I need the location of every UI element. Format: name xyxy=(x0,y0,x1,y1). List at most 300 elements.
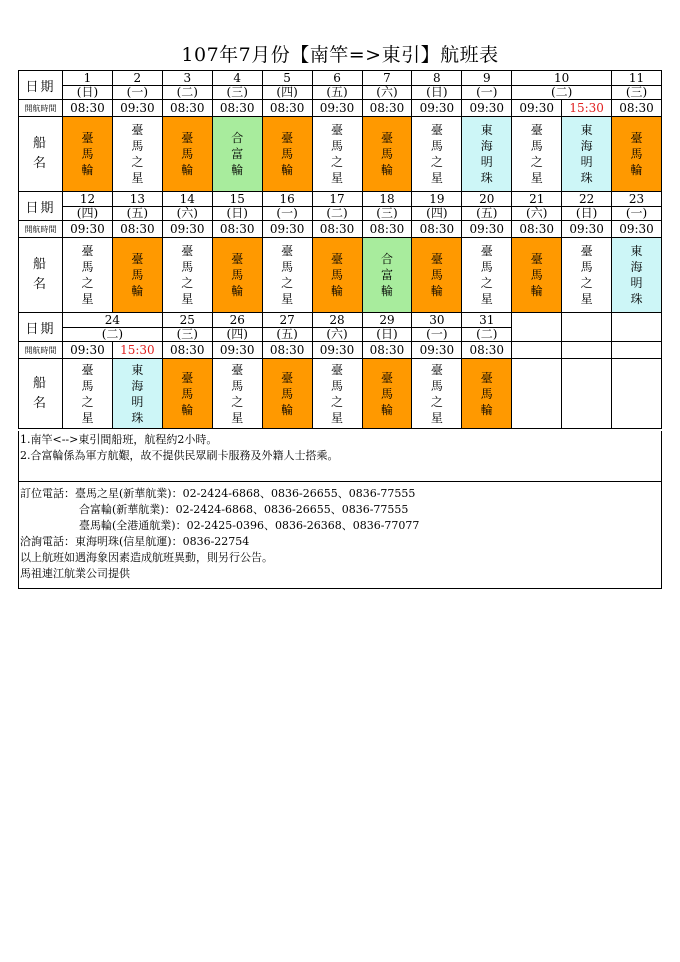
ship-name-char: 輪 xyxy=(430,284,443,298)
departure-time: 09:30 xyxy=(462,221,512,238)
ship-name-char: 臺 xyxy=(81,131,94,145)
day-number: 30 xyxy=(429,313,445,327)
weekday: (六) xyxy=(512,206,561,220)
ship-name-char: 馬 xyxy=(331,378,344,393)
ship-name-char: 合 xyxy=(231,131,244,145)
date-cell xyxy=(213,71,263,100)
ship-cell xyxy=(412,117,462,192)
ship-name-char: 明 xyxy=(480,155,493,169)
ship-cell xyxy=(63,238,113,313)
departure-time: 09:30 xyxy=(512,100,562,117)
ship-name-char: 星 xyxy=(430,410,443,425)
weekday: (一) xyxy=(263,206,312,220)
date-cell xyxy=(363,71,413,100)
day-number: 21 xyxy=(529,192,545,206)
empty-cell xyxy=(612,359,662,429)
departure-time: 08:30 xyxy=(412,221,462,238)
ship-name-char: 輪 xyxy=(480,402,493,417)
page-title: 107年7月份【南竿=>東引】航班表 xyxy=(181,44,499,66)
ship-name-char: 之 xyxy=(331,155,344,169)
departure-time: 09:30 xyxy=(213,342,263,359)
ship-name-char: 臺 xyxy=(380,370,393,385)
ship-name-char: 輪 xyxy=(530,284,543,298)
ship-cell xyxy=(612,117,662,192)
weekday: (五) xyxy=(263,327,312,341)
departure-time: 09:30 xyxy=(263,221,313,238)
weekday: (六) xyxy=(163,206,212,220)
day-number: 4 xyxy=(233,71,242,85)
empty-cell xyxy=(512,359,562,429)
ship-label-char: 名 xyxy=(32,395,48,411)
ship-name-char: 星 xyxy=(430,171,443,185)
ship-name-char: 輪 xyxy=(630,163,643,177)
weekday: (日) xyxy=(412,85,461,99)
ship-cell xyxy=(113,238,163,313)
day-number: 3 xyxy=(183,71,192,85)
ship-name-char: 珠 xyxy=(580,171,593,185)
day-number: 16 xyxy=(279,192,295,206)
day-number: 9 xyxy=(482,71,491,85)
day-number: 22 xyxy=(578,192,595,206)
ship-cell xyxy=(163,117,213,192)
ship-name-char: 馬 xyxy=(380,386,393,401)
ship-name-char: 馬 xyxy=(331,268,344,282)
ship-cell xyxy=(163,359,213,429)
ship-cell xyxy=(163,238,213,313)
ship-name-char: 馬 xyxy=(630,147,643,161)
day-number: 26 xyxy=(229,313,245,327)
ship-name-char: 輪 xyxy=(81,163,94,177)
ship-name-char: 輪 xyxy=(380,163,393,177)
ship-cell xyxy=(612,238,662,313)
day-number: 2 xyxy=(133,71,142,85)
note-line: 2.合富輪係為軍方航艱，故不提供民眾刷卡服務及外籍人士搭乘。 xyxy=(20,449,339,462)
day-number: 8 xyxy=(433,71,441,85)
ship-name-char: 之 xyxy=(231,394,244,409)
ship-cell xyxy=(562,238,612,313)
departure-time: 09:30 xyxy=(412,100,462,117)
weekday: (三) xyxy=(612,85,661,99)
date-cell xyxy=(113,192,163,221)
ship-name-char: 馬 xyxy=(430,268,443,282)
weekday: (二) xyxy=(63,327,162,341)
day-number: 20 xyxy=(479,192,495,206)
ship-label-char: 船 xyxy=(32,136,48,151)
ship-cell xyxy=(462,238,512,313)
ship-name-char: 之 xyxy=(81,394,94,409)
ship-name-char: 星 xyxy=(580,292,593,306)
ship-name-char: 星 xyxy=(480,292,493,306)
ship-name-char: 馬 xyxy=(131,139,144,153)
ship-name-char: 珠 xyxy=(131,410,144,425)
ship-label xyxy=(19,117,63,192)
schedule-table xyxy=(18,70,662,429)
ship-cell xyxy=(412,359,462,429)
ship-name-char: 臺 xyxy=(81,244,94,258)
departure-time: 08:30 xyxy=(512,221,562,238)
time-label: 開航時間 xyxy=(19,100,63,117)
ship-name-char: 馬 xyxy=(480,260,493,274)
time-label: 開航時間 xyxy=(19,342,63,359)
departure-time: 08:30 xyxy=(612,100,662,117)
ship-name-char: 臺 xyxy=(580,244,593,258)
ship-name-char: 輪 xyxy=(281,402,294,417)
ship-name-char: 之 xyxy=(81,276,94,290)
ship-name-char: 馬 xyxy=(480,386,493,401)
ship-name-char: 臺 xyxy=(480,370,493,385)
contact-line: 合富輪(新華航業)：02-2424-6868、0836-26655、0836-77555 xyxy=(79,503,409,516)
departure-time: 09:30 xyxy=(63,342,113,359)
ship-name-char: 臺 xyxy=(231,252,244,266)
ship-name-char: 星 xyxy=(231,410,244,425)
day-number: 6 xyxy=(333,71,341,85)
date-cell xyxy=(363,192,413,221)
day-number: 13 xyxy=(129,192,145,206)
ship-label xyxy=(19,238,63,313)
ship-cell xyxy=(412,238,462,313)
date-cell xyxy=(363,313,413,342)
day-number: 23 xyxy=(628,192,645,206)
empty-cell xyxy=(512,342,562,359)
day-number: 10 xyxy=(554,71,570,85)
departure-time: 08:30 xyxy=(363,221,413,238)
ship-name-char: 臺 xyxy=(231,362,244,377)
weekday: (日) xyxy=(363,327,412,341)
ship-name-char: 輪 xyxy=(281,163,294,177)
departure-time: 08:30 xyxy=(462,342,512,359)
ship-name-char: 之 xyxy=(131,155,144,169)
ship-name-char: 臺 xyxy=(430,252,443,266)
ship-name-char: 馬 xyxy=(281,260,294,274)
weekday: (五) xyxy=(462,206,511,220)
empty-cell xyxy=(612,342,662,359)
ship-name-char: 之 xyxy=(530,155,543,169)
departure-time: 09:30 xyxy=(462,100,512,117)
ship-name-char: 馬 xyxy=(281,147,294,161)
contact-line: 臺馬輪(全港通航業)：02-2425-0396、0836-26368、0836-77077 xyxy=(79,519,420,532)
date-cell xyxy=(163,71,213,100)
departure-time: 08:30 xyxy=(263,100,313,117)
ship-name-char: 之 xyxy=(181,276,194,290)
date-label: 日期 xyxy=(19,313,63,342)
ship-name-char: 合 xyxy=(380,252,393,266)
ship-cell xyxy=(263,359,313,429)
ship-name-char: 馬 xyxy=(81,147,94,161)
weekday: (四) xyxy=(263,85,312,99)
date-cell xyxy=(213,313,263,342)
empty-cell xyxy=(512,313,562,342)
ship-name-char: 富 xyxy=(380,268,393,282)
ship-cell xyxy=(363,117,413,192)
date-cell xyxy=(263,71,313,100)
ship-name-char: 之 xyxy=(580,276,593,290)
weekday: (四) xyxy=(412,206,461,220)
departure-time: 08:30 xyxy=(163,100,213,117)
ship-name-char: 星 xyxy=(81,292,94,306)
weekday: (三) xyxy=(213,85,262,99)
weekday: (一) xyxy=(612,206,661,220)
date-cell xyxy=(63,313,163,342)
day-number: 15 xyxy=(229,192,245,206)
date-label: 日期 xyxy=(19,192,63,221)
ship-label xyxy=(19,359,63,429)
date-cell xyxy=(612,71,662,100)
ship-cell xyxy=(512,238,562,313)
departure-time: 08:30 xyxy=(113,221,163,238)
weekday: (二) xyxy=(313,206,362,220)
week-block xyxy=(18,192,662,313)
ship-name-char: 臺 xyxy=(480,244,493,258)
ship-cell xyxy=(63,117,113,192)
ship-name-char: 臺 xyxy=(380,131,393,145)
date-cell xyxy=(412,192,462,221)
weekday: (日) xyxy=(63,85,112,99)
day-number: 31 xyxy=(479,313,495,327)
departure-time: 09:30 xyxy=(612,221,662,238)
ship-name-char: 馬 xyxy=(430,378,443,393)
ship-label-char: 名 xyxy=(32,277,48,292)
date-cell xyxy=(213,192,263,221)
weekday: (一) xyxy=(113,85,162,99)
ship-name-char: 明 xyxy=(131,394,144,409)
ship-cell xyxy=(462,359,512,429)
date-cell xyxy=(462,71,512,100)
day-number: 29 xyxy=(379,313,395,327)
ship-cell xyxy=(213,359,263,429)
date-cell xyxy=(263,313,313,342)
departure-time: 09:30 xyxy=(113,100,163,117)
ship-name-char: 馬 xyxy=(331,139,344,153)
weekday: (一) xyxy=(462,85,511,99)
ship-cell xyxy=(313,359,363,429)
ship-name-char: 臺 xyxy=(281,244,294,258)
ship-name-char: 臺 xyxy=(181,131,194,145)
date-cell xyxy=(163,313,213,342)
ship-name-char: 輪 xyxy=(231,284,244,298)
departure-time: 15:30 xyxy=(562,100,612,117)
ship-name-char: 星 xyxy=(281,292,294,306)
ship-name-char: 輪 xyxy=(380,284,393,298)
departure-time: 09:30 xyxy=(412,342,462,359)
date-cell xyxy=(63,71,113,100)
ship-cell xyxy=(512,117,562,192)
departure-time: 09:30 xyxy=(313,342,363,359)
day-number: 11 xyxy=(628,71,645,85)
departure-time: 08:30 xyxy=(213,100,263,117)
ship-name-char: 臺 xyxy=(430,362,443,377)
ship-name-char: 馬 xyxy=(231,268,244,282)
weekday: (二) xyxy=(462,327,511,341)
note-line: 1.南竿<-->東引間船班，航程約2小時。 xyxy=(20,433,218,446)
ship-name-char: 臺 xyxy=(131,123,144,137)
ship-name-char: 明 xyxy=(630,276,643,290)
ship-name-char: 海 xyxy=(131,378,144,393)
ship-cell xyxy=(263,117,313,192)
time-label: 開航時間 xyxy=(19,221,63,238)
departure-time: 08:30 xyxy=(363,342,413,359)
weekday: (日) xyxy=(213,206,262,220)
empty-cell xyxy=(562,313,612,342)
ship-name-char: 臺 xyxy=(630,131,643,145)
ship-name-char: 馬 xyxy=(380,147,393,161)
week-block xyxy=(18,313,662,429)
ship-name-char: 馬 xyxy=(81,260,94,274)
weekday: (日) xyxy=(562,206,611,220)
day-number: 5 xyxy=(283,71,291,85)
departure-time: 08:30 xyxy=(363,100,413,117)
weekday: (三) xyxy=(363,206,412,220)
ship-name-char: 馬 xyxy=(530,268,543,282)
ship-cell xyxy=(313,238,363,313)
departure-time: 08:30 xyxy=(313,221,363,238)
ship-name-char: 臺 xyxy=(530,123,543,137)
ship-name-char: 之 xyxy=(430,394,443,409)
ship-cell xyxy=(213,238,263,313)
ship-name-char: 輪 xyxy=(331,284,344,298)
ship-cell xyxy=(113,359,163,429)
weekday: (四) xyxy=(63,206,112,220)
ship-label-char: 船 xyxy=(32,257,48,272)
notes-section xyxy=(19,431,661,482)
ship-name-char: 馬 xyxy=(181,147,194,161)
ship-name-char: 珠 xyxy=(480,171,493,185)
date-cell xyxy=(263,192,313,221)
day-number: 7 xyxy=(383,71,391,85)
ship-name-char: 臺 xyxy=(81,362,94,377)
ship-name-char: 之 xyxy=(430,155,443,169)
ship-name-char: 臺 xyxy=(181,244,194,258)
ship-name-char: 海 xyxy=(480,139,493,153)
departure-time: 08:30 xyxy=(163,342,213,359)
day-number: 18 xyxy=(379,192,395,206)
notes-box xyxy=(18,431,662,589)
ship-name-char: 輪 xyxy=(181,163,194,177)
date-cell xyxy=(313,313,363,342)
ship-name-char: 星 xyxy=(131,171,144,185)
ship-name-char: 輪 xyxy=(380,402,393,417)
date-cell xyxy=(612,192,662,221)
ship-name-char: 臺 xyxy=(331,252,344,266)
contacts-section xyxy=(19,482,661,586)
ship-name-char: 珠 xyxy=(630,292,643,306)
ship-name-char: 東 xyxy=(630,244,643,258)
ship-name-char: 東 xyxy=(580,123,593,137)
ship-name-char: 臺 xyxy=(430,123,443,137)
date-cell xyxy=(113,71,163,100)
weekday: (二) xyxy=(512,85,611,99)
ship-name-char: 臺 xyxy=(281,370,294,385)
departure-time: 09:30 xyxy=(63,221,113,238)
ship-name-char: 之 xyxy=(480,276,493,290)
ship-label-char: 船 xyxy=(32,375,48,391)
ship-cell xyxy=(313,117,363,192)
empty-cell xyxy=(562,342,612,359)
ship-name-char: 馬 xyxy=(231,378,244,393)
weekday: (五) xyxy=(113,206,162,220)
departure-time: 09:30 xyxy=(163,221,213,238)
weekday: (三) xyxy=(163,327,212,341)
departure-time: 08:30 xyxy=(213,221,263,238)
departure-time: 09:30 xyxy=(562,221,612,238)
date-cell xyxy=(512,192,562,221)
ship-name-char: 馬 xyxy=(281,386,294,401)
ship-name-char: 之 xyxy=(281,276,294,290)
day-number: 27 xyxy=(279,313,295,327)
day-number: 12 xyxy=(79,192,96,206)
ship-name-char: 臺 xyxy=(530,252,543,266)
ship-name-char: 馬 xyxy=(181,386,194,401)
ship-name-char: 星 xyxy=(81,410,94,425)
ship-name-char: 馬 xyxy=(81,378,94,393)
ship-name-char: 東 xyxy=(480,123,493,137)
ship-cell xyxy=(363,238,413,313)
ship-name-char: 馬 xyxy=(430,139,443,153)
week-block xyxy=(18,70,662,192)
ship-name-char: 海 xyxy=(580,139,593,153)
contact-line: 洽詢電話：東海明珠(信星航運)：0836-22754 xyxy=(20,535,250,548)
ship-name-char: 臺 xyxy=(281,131,294,145)
ship-name-char: 星 xyxy=(181,292,194,306)
ship-cell xyxy=(462,117,512,192)
departure-time: 09:30 xyxy=(313,100,363,117)
ship-name-char: 富 xyxy=(231,147,244,161)
ship-name-char: 東 xyxy=(131,362,144,377)
ship-name-char: 輪 xyxy=(181,402,194,417)
ship-name-char: 星 xyxy=(331,171,344,185)
departure-time: 08:30 xyxy=(263,342,313,359)
date-cell xyxy=(512,71,612,100)
day-number: 17 xyxy=(329,192,345,206)
ship-cell xyxy=(263,238,313,313)
ship-name-char: 臺 xyxy=(131,252,144,266)
ship-name-char: 明 xyxy=(580,155,593,169)
ship-name-char: 臺 xyxy=(331,362,344,377)
date-cell xyxy=(462,313,512,342)
ship-name-char: 馬 xyxy=(530,139,543,153)
day-number: 24 xyxy=(104,313,121,327)
date-cell xyxy=(63,192,113,221)
ship-cell xyxy=(63,359,113,429)
weekday: (六) xyxy=(313,327,362,341)
contact-line: 馬祖連江航業公司提供 xyxy=(20,567,130,580)
ship-name-char: 馬 xyxy=(131,268,144,282)
date-cell xyxy=(163,192,213,221)
date-cell xyxy=(313,192,363,221)
date-cell xyxy=(313,71,363,100)
ship-name-char: 海 xyxy=(630,260,643,274)
weekday: (六) xyxy=(363,85,412,99)
ship-name-char: 星 xyxy=(331,410,344,425)
date-cell xyxy=(412,313,462,342)
weekday: (二) xyxy=(163,85,212,99)
date-cell xyxy=(412,71,462,100)
ship-name-char: 星 xyxy=(530,171,543,185)
day-number: 14 xyxy=(179,192,195,206)
empty-cell xyxy=(562,359,612,429)
date-cell xyxy=(462,192,512,221)
day-number: 19 xyxy=(429,192,445,206)
date-cell xyxy=(562,192,612,221)
weekday: (一) xyxy=(412,327,461,341)
ship-cell xyxy=(562,117,612,192)
contact-line: 以上航班如遇海象因素造成航班異動，則另行公告。 xyxy=(20,551,273,564)
ship-name-char: 馬 xyxy=(181,260,194,274)
ship-name-char: 輪 xyxy=(131,284,144,298)
empty-cell xyxy=(612,313,662,342)
day-number: 25 xyxy=(179,313,195,327)
ship-cell xyxy=(113,117,163,192)
ship-cell xyxy=(213,117,263,192)
